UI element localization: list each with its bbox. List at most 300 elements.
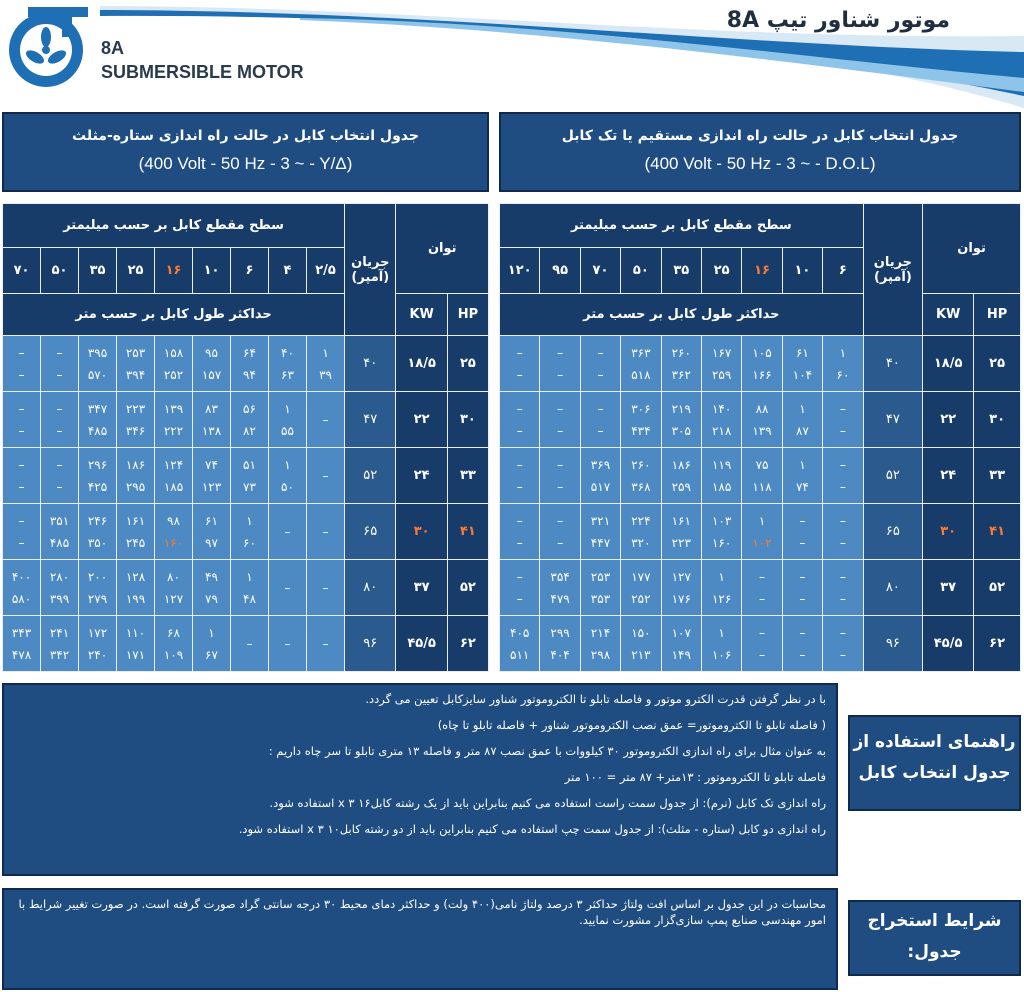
length-cell [621, 616, 661, 672]
length-cell [621, 504, 661, 560]
length-max: – [56, 423, 63, 438]
cable-size-header: ۷۰ [580, 248, 620, 294]
cable-size-header: ۲۵ [701, 248, 741, 294]
length-max: ۳۹۴ [125, 367, 146, 382]
length-min: – [516, 569, 523, 584]
length-min: ۸۰ [167, 569, 180, 584]
length-cell [661, 504, 701, 560]
length-cell [269, 448, 307, 504]
length-min: ۹۵ [205, 345, 218, 360]
cable-size-header: ۱۶ [742, 248, 782, 294]
length-max: ۵۰ [281, 479, 294, 494]
length-cell [155, 448, 193, 504]
length-min: ۶۱ [795, 345, 809, 360]
length-min: – [597, 345, 604, 360]
hp-value: ۴۱ [447, 504, 488, 560]
length-cell [701, 392, 741, 448]
length-max: – [56, 367, 63, 382]
length-min: ۴۰۰ [11, 569, 32, 584]
dol-table-title-box [499, 112, 1021, 192]
length-cell [231, 616, 269, 672]
length-min: – [557, 401, 564, 416]
length-max: ۷۴ [795, 479, 809, 494]
length-min: – [56, 345, 63, 360]
length-min: ۸۳ [205, 401, 218, 416]
kw-value: ۱۸/۵ [396, 336, 447, 392]
length-min: ۵۶ [243, 401, 256, 416]
length-cell [500, 560, 540, 616]
length-max: – [18, 367, 25, 382]
cable-size-header: ۷۰ [3, 248, 41, 294]
guide-line: راه اندازی دو کابل (ستاره - مثلث): از جدول سمت چپ استفاده می کنیم بنابراین باید از دو رشته کابل۱۰ x ۳ استفاده شود. [238, 822, 826, 836]
length-min: ۱۵۰ [631, 625, 651, 640]
length-cell [500, 448, 540, 504]
cable-size-header: ۱۰ [193, 248, 231, 294]
hp-value: ۵۲ [974, 560, 1021, 616]
length-min: ۵۱ [243, 457, 256, 472]
length-min: ۴۹ [205, 569, 218, 584]
usage-guide-box [2, 683, 838, 876]
cable-size-header: ۱۲۰ [500, 248, 540, 294]
length-cell [782, 504, 822, 560]
length-max: ۱۳۹ [752, 423, 772, 438]
length-cell [3, 392, 41, 448]
length-max: ۱۰۴ [792, 367, 813, 382]
length-max: ۶۳ [281, 367, 294, 382]
length-cell [621, 392, 661, 448]
conditions-label: شرایط استخراج جدول: [848, 900, 1021, 976]
length-max: ۱۰۹ [163, 647, 184, 662]
cable-size-header: ۱۶ [155, 248, 193, 294]
length-max: – [18, 479, 25, 494]
hp-value: ۳۳ [974, 448, 1021, 504]
length-cell [41, 336, 79, 392]
length-cell [155, 392, 193, 448]
length-min: ۳۹۵ [87, 345, 108, 360]
length-min: ۲۹۹ [550, 625, 570, 640]
page-title: موتور شناور تیپ 8A [726, 8, 950, 33]
length-max: ۴۳۴ [631, 423, 651, 438]
length-min: – [18, 401, 25, 416]
length-max: ۱۲۳ [201, 479, 222, 494]
length-cell [742, 448, 782, 504]
length-min: – [284, 636, 291, 651]
length-cell [193, 560, 231, 616]
length-min: – [839, 569, 846, 584]
length-cell [701, 336, 741, 392]
length-min: – [18, 513, 25, 528]
kw-value: ۲۲ [923, 392, 974, 448]
length-cell [823, 448, 864, 504]
guide-line: به عنوان مثال برای راه اندازی الکتروموتور ۳۰ کیلووات با عمق نصب ۸۷ متر و فاصله ۱۳ متری تابلو تا سر چاه داریم : [268, 744, 826, 758]
length-cell [117, 504, 155, 560]
length-min: – [516, 401, 523, 416]
length-max: ۴۸۵ [49, 535, 70, 550]
length-min: ۲۱۴ [590, 625, 611, 640]
length-min: ۲۴۱ [49, 625, 70, 640]
length-cell [3, 616, 41, 672]
length-cell [231, 336, 269, 392]
hp-value: ۵۲ [447, 560, 488, 616]
length-max: ۳۰۵ [671, 423, 691, 438]
length-max: ۳۶۲ [671, 367, 691, 382]
length-min: ۷۵ [755, 457, 769, 472]
length-max: ۴۴۷ [590, 535, 611, 550]
length-cell [742, 616, 782, 672]
length-min: ۱۰۵ [752, 345, 772, 360]
length-min: ۲۲۴ [631, 513, 651, 528]
length-cell [307, 448, 345, 504]
length-min: ۳۶۹ [590, 457, 611, 472]
length-max: – [839, 535, 846, 550]
cable-size-header: ۲/۵ [307, 248, 345, 294]
length-max: – [839, 479, 846, 494]
star-delta-cable-table [2, 203, 489, 672]
length-max: ۱۱۸ [752, 479, 772, 494]
power-header: توان [396, 204, 489, 294]
length-min: – [516, 513, 523, 528]
hp-value: ۲۵ [447, 336, 488, 392]
usage-guide-label: راهنمای استفاده از جدول انتخاب کابل [848, 715, 1021, 811]
length-cell [231, 560, 269, 616]
current-value: ۴۰ [345, 336, 396, 392]
cable-size-header: ۳۵ [79, 248, 117, 294]
current-value: ۹۶ [345, 616, 396, 672]
current-value: ۸۰ [345, 560, 396, 616]
length-cell [41, 560, 79, 616]
length-max: ۳۹۹ [49, 591, 70, 606]
length-max: – [799, 591, 806, 606]
length-cell [307, 392, 345, 448]
length-min: – [759, 569, 766, 584]
length-max: ۱۷۶ [671, 591, 691, 606]
length-min: ۱ [246, 569, 253, 584]
length-max: ۳۴۶ [125, 423, 146, 438]
length-max: – [18, 423, 25, 438]
kw-header: KW [396, 294, 447, 336]
length-max: ۵۸۰ [11, 591, 32, 606]
length-cell [661, 336, 701, 392]
model-name: SUBMERSIBLE MOTOR [101, 62, 304, 82]
guide-line: راه اندازی تک کابل (نرم): از جدول سمت راست استفاده می کنیم بنابراین باید از یک رشته کابل۱۶ x ۳ استفاده شود. [269, 796, 826, 810]
length-min: ۶۴ [243, 345, 256, 360]
length-cell [580, 504, 620, 560]
length-cell [193, 336, 231, 392]
length-cell [742, 560, 782, 616]
length-cell [823, 504, 864, 560]
power-header: توان [923, 204, 1021, 294]
current-value: ۵۲ [345, 448, 396, 504]
length-min: – [284, 580, 291, 595]
star-delta-table-subtitle: (400 Volt - 50 Hz - 3 ~ - Y/Δ) [138, 154, 353, 173]
length-min: ۱۶۱ [125, 513, 146, 528]
length-min: ۱ [284, 401, 291, 416]
current-header: جریان (آمپر) [345, 204, 396, 336]
length-max: ۱۹۹ [125, 591, 146, 606]
size-header: سطح مقطع کابل بر حسب میلیمتر [500, 204, 864, 248]
length-max: – [516, 591, 523, 606]
length-max: – [839, 423, 846, 438]
length-cell [3, 560, 41, 616]
length-cell [661, 448, 701, 504]
table-row [3, 392, 489, 448]
length-max: ۴۸ [243, 591, 256, 606]
current-value: ۴۰ [863, 336, 923, 392]
length-min: – [799, 625, 806, 640]
hp-value: ۳۰ [447, 392, 488, 448]
length-min: ۲۰۰ [87, 569, 108, 584]
length-min: ۶۸ [167, 625, 180, 640]
length-min: ۴۰۵ [510, 625, 530, 640]
length-cell [269, 392, 307, 448]
cable-size-header: ۴ [269, 248, 307, 294]
length-max: – [839, 647, 846, 662]
length-cell [580, 392, 620, 448]
length-max: ۲۱۳ [631, 647, 651, 662]
cable-size-header: ۵۰ [41, 248, 79, 294]
length-max: – [516, 367, 523, 382]
length-max: ۵۷۰ [87, 367, 108, 382]
length-cell [193, 616, 231, 672]
length-min: – [322, 468, 329, 483]
kw-value: ۲۴ [396, 448, 447, 504]
length-max: ۴۲۵ [87, 479, 108, 494]
length-max: ۱۴۹ [671, 647, 691, 662]
length-cell [540, 336, 580, 392]
kw-value: ۳۰ [923, 504, 974, 560]
length-cell [782, 616, 822, 672]
length-min: ۱۳۹ [163, 401, 184, 416]
current-header: جریان (آمپر) [863, 204, 923, 336]
length-cell [117, 336, 155, 392]
length-cell [823, 616, 864, 672]
length-max: ۲۴۰ [87, 647, 108, 662]
length-max: – [557, 479, 564, 494]
length-min: ۱ [799, 457, 806, 472]
length-cell [79, 560, 117, 616]
table-row [3, 560, 489, 616]
length-min: ۲۵۳ [125, 345, 146, 360]
current-value: ۶۵ [863, 504, 923, 560]
kw-header: KW [923, 294, 974, 336]
length-min: ۲۶۰ [671, 345, 691, 360]
length-cell [193, 504, 231, 560]
length-max: – [759, 647, 766, 662]
length-max: ۳۴۲ [49, 647, 70, 662]
length-min: – [839, 401, 846, 416]
length-max: ۱۷۱ [125, 647, 146, 662]
length-max: – [557, 535, 564, 550]
current-value: ۸۰ [863, 560, 923, 616]
length-max: ۱۳۸ [201, 423, 222, 438]
length-min: ۱ [758, 513, 766, 528]
length-min: ۷۴ [205, 457, 218, 472]
length-cell [782, 448, 822, 504]
guide-line: فاصله تابلو تا الکتروموتور : ۱۳متر+ ۸۷ متر = ۱۰۰ متر [564, 770, 826, 784]
length-cell [621, 336, 661, 392]
length-cell [155, 616, 193, 672]
length-cell [701, 560, 741, 616]
table-row [3, 336, 489, 392]
length-cell [41, 392, 79, 448]
length-cell [580, 616, 620, 672]
length-min: ۱۶۷ [711, 345, 732, 360]
length-min: ۱۸۶ [671, 457, 691, 472]
cable-size-header: ۶ [231, 248, 269, 294]
length-cell [231, 392, 269, 448]
length-cell [500, 616, 540, 672]
length-min: – [246, 636, 253, 651]
length-cell [79, 504, 117, 560]
conditions-box [2, 888, 838, 990]
length-cell [540, 448, 580, 504]
hp-value: ۶۲ [447, 616, 488, 672]
length-min: – [557, 457, 564, 472]
kw-value: ۴۵/۵ [923, 616, 974, 672]
length-min: ۱۱۹ [711, 457, 732, 472]
hp-value: ۳۳ [447, 448, 488, 504]
length-cell [782, 336, 822, 392]
length-min: ۱۷۲ [87, 625, 108, 640]
length-cell [79, 392, 117, 448]
length-min: ۸۸ [755, 401, 769, 416]
length-min: – [284, 524, 291, 539]
length-cell [3, 336, 41, 392]
guide-line: ( فاصله تابلو تا الکتروموتور= عمق نصب الکتروموتور شناور + فاصله تابلو تا چاه) [437, 718, 826, 732]
length-cell [500, 336, 540, 392]
length-cell [79, 616, 117, 672]
kw-value: ۴۵/۵ [396, 616, 447, 672]
length-cell [540, 616, 580, 672]
length-max: ۳۵۰ [87, 535, 108, 550]
length-cell [117, 448, 155, 504]
length-min: ۱۸۶ [125, 457, 146, 472]
length-cell [307, 560, 345, 616]
hp-value: ۲۵ [974, 336, 1021, 392]
length-max: ۲۹۵ [125, 479, 146, 494]
length-min: – [839, 457, 846, 472]
length-min: ۲۸۰ [49, 569, 70, 584]
length-max: – [759, 591, 766, 606]
length-max: ۱۶۰ [711, 535, 732, 550]
length-min: ۱۴۰ [711, 401, 732, 416]
length-max: ۲۷۹ [87, 591, 108, 606]
table-row [500, 448, 1021, 504]
page-header [0, 0, 1024, 108]
length-max: ۱۶۰ [163, 535, 184, 550]
length-cell [79, 448, 117, 504]
length-max: ۳۶۸ [631, 479, 651, 494]
length-cell [580, 336, 620, 392]
cable-size-header: ۹۵ [540, 248, 580, 294]
length-header: حداکثر طول کابل بر حسب متر [3, 294, 345, 336]
dol-table-subtitle: (400 Volt - 50 Hz - 3 ~ - D.O.L) [644, 154, 876, 173]
table-row [500, 336, 1021, 392]
cable-size-header: ۵۰ [621, 248, 661, 294]
table-row [500, 392, 1021, 448]
length-min: ۱ [322, 345, 329, 360]
kw-value: ۳۷ [396, 560, 447, 616]
length-min: ۹۸ [167, 513, 180, 528]
length-cell [661, 392, 701, 448]
hp-value: ۴۱ [974, 504, 1021, 560]
kw-value: ۳۰ [396, 504, 447, 560]
cable-size-header: ۲۵ [117, 248, 155, 294]
cable-size-header: ۶ [823, 248, 864, 294]
length-min: ۳۶۳ [631, 345, 651, 360]
length-min: – [839, 625, 846, 640]
length-cell [823, 392, 864, 448]
length-cell [307, 336, 345, 392]
length-max: – [516, 535, 523, 550]
hp-header: HP [974, 294, 1021, 336]
length-max: ۵۱۱ [510, 647, 530, 662]
length-min: ۲۵۳ [590, 569, 611, 584]
length-max: – [839, 591, 846, 606]
length-max: ۸۲ [243, 423, 256, 438]
length-max: ۳۵۳ [590, 591, 611, 606]
length-cell [782, 392, 822, 448]
length-max: ۲۵۹ [671, 479, 691, 494]
length-max: ۴۸۵ [87, 423, 108, 438]
length-max: – [597, 423, 604, 438]
length-min: – [799, 513, 806, 528]
length-max: ۴۰۴ [550, 647, 570, 662]
length-max: ۱۰۲ [752, 535, 772, 550]
length-cell [3, 448, 41, 504]
kw-value: ۲۴ [923, 448, 974, 504]
length-min: ۱۲۷ [671, 569, 691, 584]
length-cell [782, 560, 822, 616]
star-delta-table-title-box [2, 112, 489, 192]
length-cell [193, 392, 231, 448]
length-cell [231, 504, 269, 560]
length-min: ۴۰ [281, 345, 294, 360]
length-min: – [799, 569, 806, 584]
fan-logo-icon [6, 4, 92, 90]
length-max: ۲۵۲ [631, 591, 651, 606]
length-max: – [799, 647, 806, 662]
length-min: – [18, 345, 25, 360]
length-min: ۱ [839, 345, 847, 360]
length-min: ۱ [718, 625, 725, 640]
length-min: ۳۵۱ [49, 513, 70, 528]
length-min: – [557, 513, 564, 528]
guide-line: با در نظر گرفتن قدرت الکترو موتور و فاصله تابلو تا الکتروموتور شناور سایزکابل تعیین می گردد. [365, 692, 826, 706]
hp-value: ۳۰ [974, 392, 1021, 448]
length-cell [269, 504, 307, 560]
length-cell [701, 504, 741, 560]
current-value: ۴۷ [345, 392, 396, 448]
length-max: ۲۱۸ [711, 423, 732, 438]
length-max: ۸۷ [795, 423, 809, 438]
length-cell [621, 448, 661, 504]
length-max: – [18, 535, 25, 550]
cable-size-header: ۳۵ [661, 248, 701, 294]
length-max: ۷۹ [205, 591, 218, 606]
length-cell [117, 560, 155, 616]
hp-header: HP [447, 294, 488, 336]
length-max: ۵۵ [281, 423, 294, 438]
length-min: – [516, 345, 523, 360]
current-value: ۶۵ [345, 504, 396, 560]
length-max: ۵۱۷ [590, 479, 611, 494]
length-cell [41, 448, 79, 504]
length-min: – [56, 401, 63, 416]
kw-value: ۳۷ [923, 560, 974, 616]
length-cell [193, 448, 231, 504]
length-cell [701, 616, 741, 672]
